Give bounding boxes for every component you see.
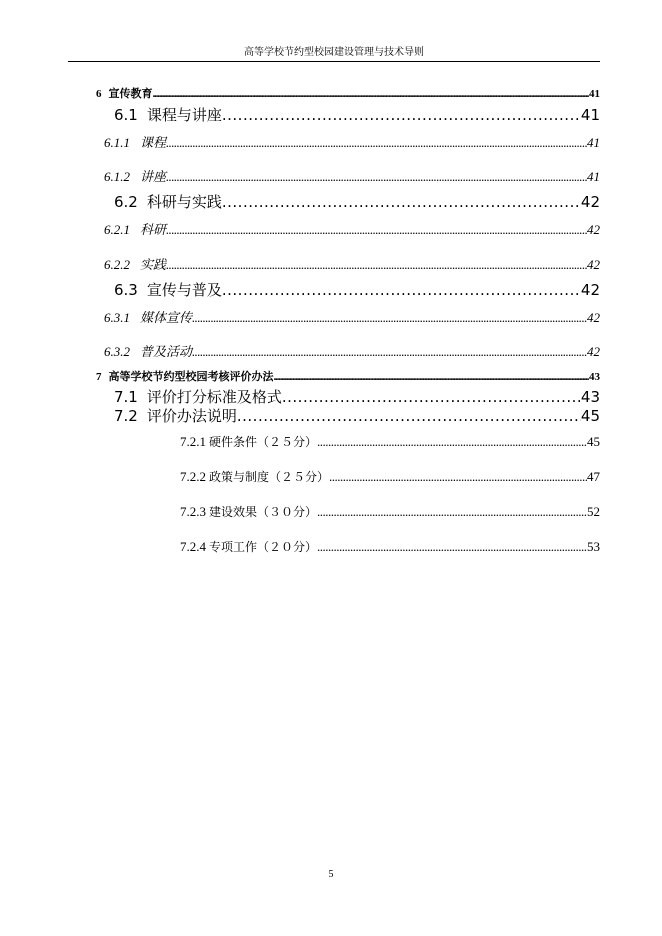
dot-leader xyxy=(317,539,587,555)
toc-entry-6-3-2[interactable] xyxy=(104,344,600,361)
toc-entry-7-1[interactable] xyxy=(114,388,600,406)
toc-entry-6-1-2[interactable] xyxy=(104,169,600,186)
toc-entry-page: 41 xyxy=(587,135,600,150)
toc-entry-6-3[interactable] xyxy=(114,281,600,299)
dot-leader xyxy=(166,169,587,185)
toc-entry-number: 6.2 xyxy=(114,193,138,211)
toc-entry-page: 41 xyxy=(587,169,600,184)
toc-entry-label: 高等学校节约型校园考核评价办法 xyxy=(108,371,274,383)
toc-entry-number: 6 xyxy=(96,88,102,100)
toc-entry-label: 科研 xyxy=(140,223,167,238)
toc-entry-label: 专项工作（２０分） xyxy=(209,540,318,554)
toc-entry-page: 42 xyxy=(580,193,600,211)
toc-entry-label: 建设效果（３０分） xyxy=(209,505,318,519)
toc-entry-number: 7.2.4 xyxy=(180,539,206,554)
toc-entry-label: 普及活动 xyxy=(140,345,193,360)
toc-entry-page: 42 xyxy=(587,310,600,325)
toc-entry-number: 6.3.1 xyxy=(104,310,130,325)
toc-entry-7[interactable] xyxy=(96,370,600,384)
toc-entry-page: 41 xyxy=(580,106,600,124)
toc-entry-number: 6.2.2 xyxy=(104,257,130,272)
toc-entry-7-2-4[interactable] xyxy=(180,539,600,555)
dot-leader xyxy=(153,87,590,101)
dot-leader xyxy=(222,193,581,211)
dot-leader xyxy=(274,370,590,384)
toc-entry-7-2-2[interactable] xyxy=(180,469,600,485)
toc-entry-page: 42 xyxy=(587,222,600,237)
toc-entry-label: 评价打分标准及格式 xyxy=(146,388,282,406)
dot-leader xyxy=(317,434,587,450)
toc-entry-label: 科研与实践 xyxy=(146,193,222,211)
toc-entry-label: 政策与制度（２５分） xyxy=(209,470,330,484)
toc-entry-number: 7.2.1 xyxy=(180,434,206,449)
dot-leader xyxy=(237,407,581,425)
toc-entry-page: 43 xyxy=(589,371,600,383)
dot-leader xyxy=(166,222,587,238)
toc-entry-number: 7.2 xyxy=(114,407,138,425)
toc-entry-number: 6.3.2 xyxy=(104,344,130,359)
toc-entry-page: 47 xyxy=(587,469,600,484)
toc-entry-number: 6.1.1 xyxy=(104,135,130,150)
dot-leader xyxy=(166,135,587,151)
toc-entry-label: 讲座 xyxy=(140,170,167,185)
toc-entry-page: 52 xyxy=(587,504,600,519)
dot-leader xyxy=(222,281,581,299)
toc-entry-number: 7 xyxy=(96,371,102,383)
toc-entry-label: 宣传教育 xyxy=(108,88,153,100)
toc-entry-page: 45 xyxy=(580,407,600,425)
toc-entry-page: 45 xyxy=(587,434,600,449)
toc-entry-number: 6.2.1 xyxy=(104,222,130,237)
toc-entry-label: 宣传与普及 xyxy=(146,281,222,299)
toc-entry-6-2-1[interactable] xyxy=(104,222,600,239)
toc-entry-label: 媒体宣传 xyxy=(140,311,193,326)
toc-entry-number: 7.2.3 xyxy=(180,504,206,519)
toc-entry-page: 53 xyxy=(587,539,600,554)
dot-leader xyxy=(329,469,587,485)
toc-entry-7-2[interactable] xyxy=(114,407,600,425)
toc-entry-number: 7.1 xyxy=(114,388,138,406)
toc-entry-label: 实践 xyxy=(140,258,167,273)
toc-entry-label: 硬件条件（２５分） xyxy=(209,435,318,449)
dot-leader xyxy=(317,504,587,520)
toc-entry-page: 41 xyxy=(589,88,600,100)
dot-leader xyxy=(192,310,587,326)
toc-entry-page: 42 xyxy=(587,344,600,359)
toc-entry-7-2-1[interactable] xyxy=(180,434,600,450)
dot-leader xyxy=(192,344,587,360)
toc-entry-6-2[interactable] xyxy=(114,193,600,211)
dot-leader xyxy=(282,388,581,406)
toc-entry-page: 42 xyxy=(580,281,600,299)
dot-leader xyxy=(166,257,587,273)
toc-entry-6-2-2[interactable] xyxy=(104,257,600,274)
toc-entry-page: 43 xyxy=(580,388,600,406)
toc-entry-6-3-1[interactable] xyxy=(104,310,600,327)
dot-leader xyxy=(222,106,581,124)
toc-entry-number: 6.3 xyxy=(114,281,138,299)
toc-entry-6[interactable] xyxy=(96,87,600,101)
toc-entry-page: 42 xyxy=(587,257,600,272)
page-number: 5 xyxy=(328,869,334,880)
toc-entry-7-2-3[interactable] xyxy=(180,504,600,520)
header-divider xyxy=(68,61,600,62)
toc-entry-6-1[interactable] xyxy=(114,106,600,124)
page-header-title: 高等学校节约型校园建设管理与技术导则 xyxy=(244,47,424,58)
toc-entry-6-1-1[interactable] xyxy=(104,135,600,152)
toc-entry-number: 7.2.2 xyxy=(180,469,206,484)
toc-entry-label: 课程 xyxy=(140,136,167,151)
toc-entry-label: 评价办法说明 xyxy=(146,407,237,425)
toc-entry-number: 6.1 xyxy=(114,106,138,124)
toc-entry-number: 6.1.2 xyxy=(104,169,130,184)
toc-entry-label: 课程与讲座 xyxy=(146,106,222,124)
